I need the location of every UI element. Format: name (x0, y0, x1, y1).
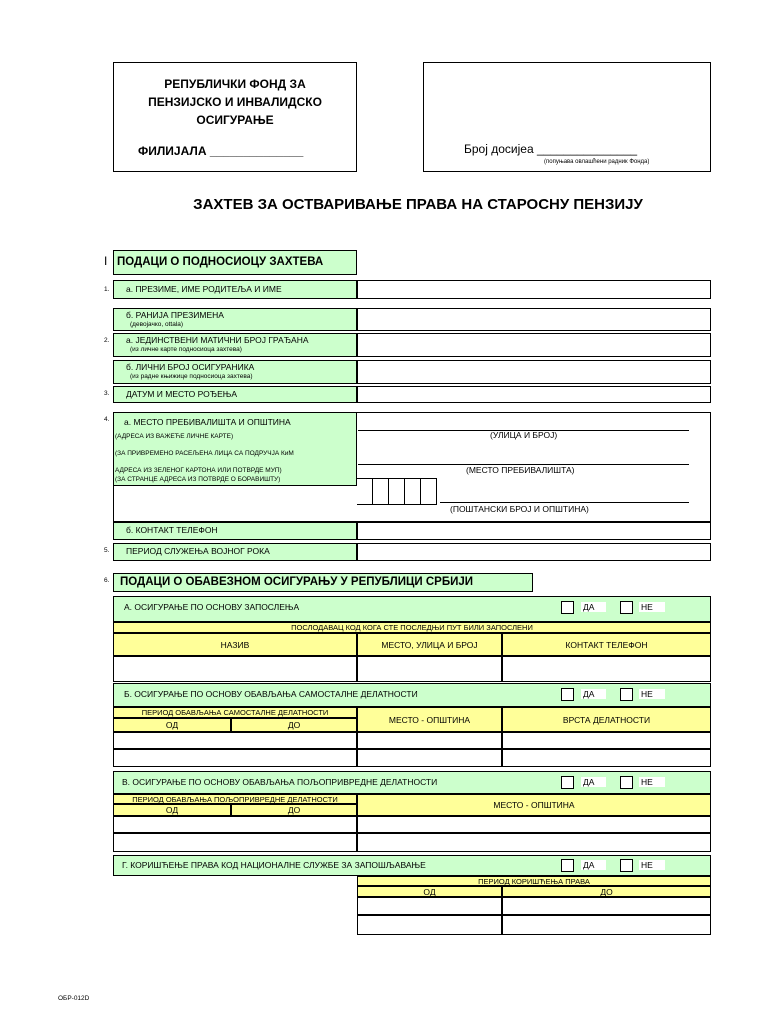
personal-number-note: (из радне књижице подносиоца захтева) (130, 373, 253, 381)
employer-header: ПОСЛОДАВАЦ КОД КОГА СТЕ ПОСЛЕДЊИ ПУТ БИЛИ ЗАПОСЛЕНИ (113, 622, 711, 633)
item-number-3: 3. (104, 390, 110, 397)
branch-label[interactable]: ФИЛИЈАЛА ______________ (138, 144, 304, 158)
employment-yes-checkbox[interactable] (561, 601, 574, 614)
military-field[interactable] (357, 543, 711, 561)
postal-code-boxes[interactable] (357, 478, 437, 503)
self-employment-no-label: НЕ (639, 689, 665, 699)
self-employment-yes-checkbox[interactable] (561, 688, 574, 701)
org-name-line2: ПЕНЗИЈСКО И ИНВАЛИДСКО (148, 95, 322, 109)
residence-note-1: (АДРЕСА ИЗ ВАЖЕЋЕ ЛИЧНЕ КАРТЕ) (115, 433, 234, 440)
personal-number-field[interactable] (357, 360, 711, 384)
self-employment-row-1-type[interactable] (502, 732, 711, 749)
item-number-1: 1. (104, 286, 110, 293)
self-employment-row-1-place[interactable] (357, 732, 502, 749)
birth-label: ДАТУМ И МЕСТО РОЂЕЊА (113, 386, 357, 403)
unemployment-no-checkbox[interactable] (620, 859, 633, 872)
employer-phone-field[interactable] (502, 656, 711, 682)
agriculture-no-checkbox[interactable] (620, 776, 633, 789)
employer-address-col: МЕСТО, УЛИЦА И БРОЈ (357, 633, 502, 656)
surname-field[interactable] (357, 280, 711, 299)
military-label: ПЕРИОД СЛУЖЕЊА ВОЈНОГ РОКА (113, 543, 357, 561)
unemployment-row-1-to[interactable] (502, 897, 711, 915)
phone-label: б. КОНТАКТ ТЕЛЕФОН (113, 522, 357, 540)
self-employment-row-2-period[interactable] (113, 749, 357, 767)
personal-number-label: б. ЛИЧНИ БРОЈ ОСИГУРАНИКА (из радне књижице подносиоца захтева) (113, 360, 357, 384)
self-employment-place-col: МЕСТО - ОПШТИНА (357, 707, 502, 732)
file-number-note: (попуњава овлашћени радник Фонда) (544, 159, 650, 165)
unemployment-to-col: ДО (502, 886, 711, 897)
unemployment-period-header: ПЕРИОД КОРИШЋЕЊА ПРАВА (357, 876, 711, 886)
form-code: ОБР-012D (58, 995, 90, 1002)
org-name-line1: РЕПУБЛИЧКИ ФОНД ЗА (164, 77, 306, 91)
employment-no-checkbox[interactable] (620, 601, 633, 614)
agriculture-yes-label: ДА (581, 777, 606, 787)
agriculture-row-2-period[interactable] (113, 833, 357, 852)
previous-surname-note: (девојачко, ottala) (130, 320, 184, 328)
birth-field[interactable] (357, 386, 711, 403)
self-employment-yes-label: ДА (581, 689, 606, 699)
org-name-line3: ОСИГУРАЊЕ (196, 113, 274, 127)
section1-title: ПОДАЦИ О ПОДНОСИОЦУ ЗАХТЕВА (113, 250, 357, 275)
residence-note-4: (ЗА СТРАНЦЕ АДРЕСА ИЗ ПОТВРДЕ О БОРАВИШТУ) (115, 476, 281, 483)
unemployment-title: Г. КОРИШЋЕЊЕ ПРАВА КОД НАЦИОНАЛНЕ СЛУЖБЕ ЗА ЗАПОШЉАВАЊЕ ДА НЕ (113, 855, 711, 876)
unemployment-row-1-from[interactable] (357, 897, 502, 915)
employer-address-field[interactable] (357, 656, 502, 682)
residence-label: а. МЕСТО ПРЕБИВАЛИШТА И ОПШТИНА (АДРЕСА ИЗ ВАЖЕЋЕ ЛИЧНЕ КАРТЕ) (ЗА ПРИВРЕМЕНО РАСЕЉЕНА ЛИЦА СА ПОДРУЧЈА КиМ АДРЕСА ИЗ ЗЕЛЕНОГ КАРТОНА ИЛИ ПОТВРДЕ МУП) (ЗА СТРАНЦЕ АДРЕСА ИЗ ПОТВРДЕ О БОРАВИШТУ) (113, 412, 357, 486)
item-number-4: 4. (104, 416, 110, 423)
agriculture-title: В. ОСИГУРАЊЕ ПО ОСНОВУ ОБАВЉАЊА ПОЉОПРИВРЕДНЕ ДЕЛАТНОСТИ ДА НЕ (113, 771, 711, 794)
residence-note-2: (ЗА ПРИВРЕМЕНО РАСЕЉЕНА ЛИЦА СА ПОДРУЧЈА КиМ (115, 450, 294, 457)
self-employment-to-col: ДО (231, 718, 357, 732)
agriculture-to-col: ДО (231, 804, 357, 816)
street-caption: (УЛИЦА И БРОЈ) (490, 430, 558, 440)
self-employment-title: Б. ОСИГУРАЊЕ ПО ОСНОВУ ОБАВЉАЊА САМОСТАЛНЕ ДЕЛАТНОСТИ ДА НЕ (113, 683, 711, 707)
place-caption: (МЕСТО ПРЕБИВАЛИШТА) (466, 465, 575, 475)
file-number-box (423, 62, 711, 172)
self-employment-no-checkbox[interactable] (620, 688, 633, 701)
form-title: ЗАХТЕВ ЗА ОСТВАРИВАЊЕ ПРАВА НА СТАРОСНУ ПЕНЗИЈУ (193, 196, 643, 213)
agriculture-no-label: НЕ (639, 777, 665, 787)
self-employment-type-col: ВРСТА ДЕЛАТНОСТИ (502, 707, 711, 732)
file-number-label[interactable]: Број досијеа _______________ (464, 142, 638, 156)
unemployment-row-2-from[interactable] (357, 915, 502, 935)
jmbg-label: а. ЈЕДИНСТВЕНИ МАТИЧНИ БРОЈ ГРАЂАНА (из личне карте подносиоца захтева) (113, 333, 357, 357)
agriculture-row-2-place[interactable] (357, 833, 711, 852)
agriculture-row-1-place[interactable] (357, 816, 711, 833)
agriculture-yes-checkbox[interactable] (561, 776, 574, 789)
section-roman-numeral: I (104, 254, 108, 268)
employment-title: А. ОСИГУРАЊЕ ПО ОСНОВУ ЗАПОСЛЕЊА ДА НЕ (113, 596, 711, 622)
employer-phone-col: КОНТАКТ ТЕЛЕФОН (502, 633, 711, 656)
self-employment-row-1-period[interactable] (113, 732, 357, 749)
unemployment-from-col: ОД (357, 886, 502, 897)
jmbg-note: (из личне карте подносиоца захтева) (130, 346, 242, 354)
unemployment-yes-label: ДА (581, 860, 606, 870)
previous-surname-field[interactable] (357, 308, 711, 331)
self-employment-from-col: ОД (113, 718, 231, 732)
phone-field[interactable] (357, 522, 711, 540)
agriculture-from-col: ОД (113, 804, 231, 816)
unemployment-row-2-to[interactable] (502, 915, 711, 935)
branch-box (113, 62, 357, 172)
unemployment-yes-checkbox[interactable] (561, 859, 574, 872)
postal-caption: (ПОШТАНСКИ БРОЈ И ОПШТИНА) (450, 504, 589, 514)
employment-yes-label: ДА (581, 602, 606, 612)
jmbg-field[interactable] (357, 333, 711, 357)
self-employment-period-header: ПЕРИОД ОБАВЉАЊА САМОСТАЛНЕ ДЕЛАТНОСТИ (113, 707, 357, 718)
employer-name-col: НАЗИВ (113, 633, 357, 656)
item-number-6: 6. (104, 577, 110, 584)
agriculture-row-1-period[interactable] (113, 816, 357, 833)
previous-surname-label: б. РАНИЈА ПРЕЗИМЕНА (девојачко, ottala) (113, 308, 357, 331)
self-employment-row-2-place[interactable] (357, 749, 502, 767)
residence-note-3: АДРЕСА ИЗ ЗЕЛЕНОГ КАРТОНА ИЛИ ПОТВРДЕ МУП) (115, 467, 282, 474)
self-employment-row-2-type[interactable] (502, 749, 711, 767)
agriculture-place-col: МЕСТО - ОПШТИНА (357, 794, 711, 816)
surname-label: а. ПРЕЗИМЕ, ИМЕ РОДИТЕЉА И ИМЕ (113, 280, 357, 299)
unemployment-no-label: НЕ (639, 860, 665, 870)
section6-title: ПОДАЦИ О ОБАВЕЗНОМ ОСИГУРАЊУ У РЕПУБЛИЦИ СРБИЈИ (113, 573, 533, 592)
employer-name-field[interactable] (113, 656, 357, 682)
item-number-5: 5. (104, 547, 110, 554)
employment-no-label: НЕ (639, 602, 665, 612)
agriculture-period-header: ПЕРИОД ОБАВЉАЊА ПОЉОПРИВРЕДНЕ ДЕЛАТНОСТИ (113, 794, 357, 804)
postal-line[interactable] (440, 502, 689, 503)
item-number-2: 2. (104, 337, 110, 344)
